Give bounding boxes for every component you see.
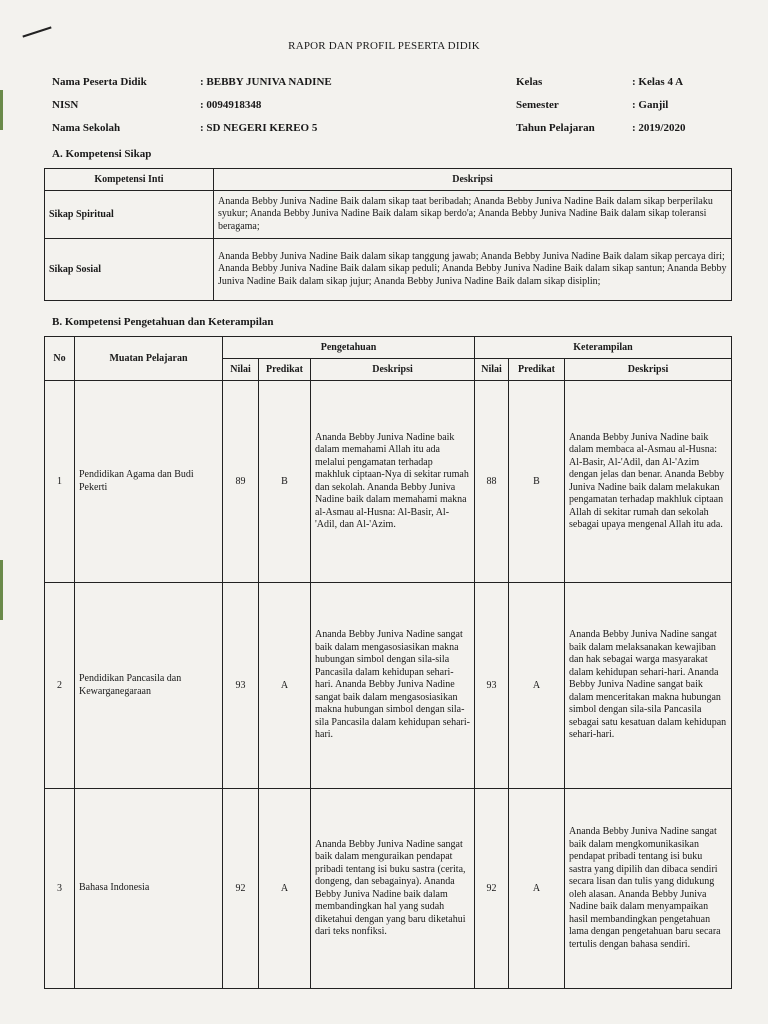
col-muatan: Muatan Pelajaran bbox=[75, 337, 223, 381]
col-no: No bbox=[45, 337, 75, 381]
col-pengetahuan: Pengetahuan bbox=[223, 337, 475, 359]
k-desc-cell: Ananda Bebby Juniva Nadine sangat baik dalam mengkomunikasikan pendapat pribadi tentang isi buku sastra yang dipilih dan dibaca sendiri secara lisan dan tulis yang didukung oleh alasan. Ananda Bebby Juniva Nadine baik dalam menyampaikan hasil membandingkan pengetahuan lama dengan pengetahuan baru secara tertulis dengan bahasa sendiri. bbox=[565, 789, 732, 989]
p-nilai-cell: 93 bbox=[223, 583, 259, 789]
kelas-label: Kelas bbox=[516, 76, 543, 88]
p-predikat-cell: B bbox=[259, 381, 311, 583]
k-nilai-cell: 92 bbox=[475, 789, 509, 989]
table-row bbox=[45, 381, 732, 583]
p-desc-cell: Ananda Bebby Juniva Nadine sangat baik dalam menguraikan pendapat pribadi tentang isi buku sastra (cerita, dongeng, dan sebagainya). Ananda Bebby Juniva Nadine baik dalam membandingkan hal yang sudah diketahui dengan yang baru diketahui dari teks nonfiksi. bbox=[311, 789, 475, 989]
col-keterampilan: Keterampilan bbox=[475, 337, 732, 359]
col-deskripsi: Deskripsi bbox=[214, 169, 732, 191]
col-predikat: Predikat bbox=[259, 359, 311, 381]
semester-label: Semester bbox=[516, 99, 559, 111]
p-nilai-cell: 92 bbox=[223, 789, 259, 989]
col-nilai: Nilai bbox=[223, 359, 259, 381]
desc-cell: Ananda Bebby Juniva Nadine Baik dalam sikap tanggung jawab; Ananda Bebby Juniva Nadine Baik dalam sikap percaya diri; Ananda Bebby Juniva Nadine Baik dalam sikap peduli; Ananda Bebby Juniva Nadine Baik dalam sikap santun; Ananda Bebby Juniva Nadine Baik dalam sikap jujur; Ananda Bebby Juniva Nadine Baik dalam sikap disiplin; bbox=[214, 239, 732, 301]
col-predikat: Predikat bbox=[509, 359, 565, 381]
table-row bbox=[45, 583, 732, 789]
k-predikat-cell: A bbox=[509, 583, 565, 789]
p-desc-cell: Ananda Bebby Juniva Nadine sangat baik dalam mengasosiasikan makna hubungan simbol dengan sila-sila Pancasila dalam kehidupan sehari-hari. Ananda Bebby Juniva Nadine sangat baik dalam mengasosiasikan makna hubungan simbol dengan sila-sila Pancasila dalam kehidupan sehari-hari. bbox=[311, 583, 475, 789]
desc-cell: Ananda Bebby Juniva Nadine Baik dalam sikap taat beribadah; Ananda Bebby Juniva Nadine Baik dalam sikap berperilaku syukur; Ananda Bebby Juniva Nadine Baik dalam sikap berdo'a; Ananda Bebby Juniva Nadine Baik dalam sikap toleransi beragama; bbox=[214, 191, 732, 239]
k-desc-cell: Ananda Bebby Juniva Nadine baik dalam membaca al-Asmau al-Husna: Al-Basir, Al-'Adil, dan Al-'Azim dengan jelas dan benar. Ananda Bebby Juniva Nadine baik dalam melakukan pengamatan terhadap makhluk ciptaan Allah di sekitar rumah dan sekolah sebagai upaya mengenal Allah itu ada. bbox=[565, 381, 732, 583]
nisn-label: NISN bbox=[52, 99, 79, 111]
p-predikat-cell: A bbox=[259, 583, 311, 789]
k-predikat-cell: B bbox=[509, 381, 565, 583]
mapel-cell: Bahasa Indonesia bbox=[75, 789, 223, 989]
table-row bbox=[45, 191, 732, 239]
mapel-cell: Pendidikan Pancasila dan Kewarganegaraan bbox=[75, 583, 223, 789]
pen-mark bbox=[22, 26, 51, 37]
mapel-cell: Pendidikan Agama dan Budi Pekerti bbox=[75, 381, 223, 583]
no-cell: 2 bbox=[45, 583, 75, 789]
kelas-value: : Kelas 4 A bbox=[632, 76, 684, 88]
section-b-heading: B. Kompetensi Pengetahuan dan Keterampilan bbox=[52, 316, 274, 328]
binding-edge bbox=[0, 560, 3, 620]
table-row bbox=[45, 789, 732, 989]
p-nilai-cell: 89 bbox=[223, 381, 259, 583]
tahun-value: : 2019/2020 bbox=[632, 122, 686, 134]
ki-cell: Sikap Spiritual bbox=[45, 191, 214, 239]
ki-cell: Sikap Sosial bbox=[45, 239, 214, 301]
col-kompetensi-inti: Kompetensi Inti bbox=[45, 169, 214, 191]
col-deskripsi: Deskripsi bbox=[311, 359, 475, 381]
binding-edge bbox=[0, 90, 3, 130]
nama-label: Nama Peserta Didik bbox=[52, 76, 147, 88]
col-deskripsi: Deskripsi bbox=[565, 359, 732, 381]
k-nilai-cell: 93 bbox=[475, 583, 509, 789]
sikap-table bbox=[44, 168, 732, 301]
k-nilai-cell: 88 bbox=[475, 381, 509, 583]
sekolah-value: : SD NEGERI KEREO 5 bbox=[200, 122, 318, 134]
section-a-heading: A. Kompetensi Sikap bbox=[52, 148, 152, 160]
page-title: RAPOR DAN PROFIL PESERTA DIDIK bbox=[288, 40, 480, 52]
no-cell: 1 bbox=[45, 381, 75, 583]
nisn-value: : 0094918348 bbox=[200, 99, 262, 111]
k-predikat-cell: A bbox=[509, 789, 565, 989]
p-predikat-cell: A bbox=[259, 789, 311, 989]
no-cell: 3 bbox=[45, 789, 75, 989]
table-row bbox=[45, 239, 732, 301]
kompetensi-table bbox=[44, 336, 732, 989]
col-nilai: Nilai bbox=[475, 359, 509, 381]
sekolah-label: Nama Sekolah bbox=[52, 122, 121, 134]
semester-value: : Ganjil bbox=[632, 99, 669, 111]
nama-value: : BEBBY JUNIVA NADINE bbox=[200, 76, 332, 88]
k-desc-cell: Ananda Bebby Juniva Nadine sangat baik dalam melaksanakan kewajiban dan hak sebagai warga masyarakat dalam kehidupan sehari-hari. Ananda Bebby Juniva Nadine sangat baik dalam menceritakan makna hubungan simbol dengan sila-sila Pancasila sebagai satu kesatuan dalam kehidupan sehari-hari. bbox=[565, 583, 732, 789]
tahun-label: Tahun Pelajaran bbox=[516, 122, 595, 134]
p-desc-cell: Ananda Bebby Juniva Nadine baik dalam memahami Allah itu ada melalui pengamatan terhadap makhluk ciptaan-Nya di sekitar rumah dan sekolah. Ananda Bebby Juniva Nadine baik dalam memahami makna al-Asmau al-Husna: Al-Basir, Al-'Adil, dan Al-'Azim. bbox=[311, 381, 475, 583]
